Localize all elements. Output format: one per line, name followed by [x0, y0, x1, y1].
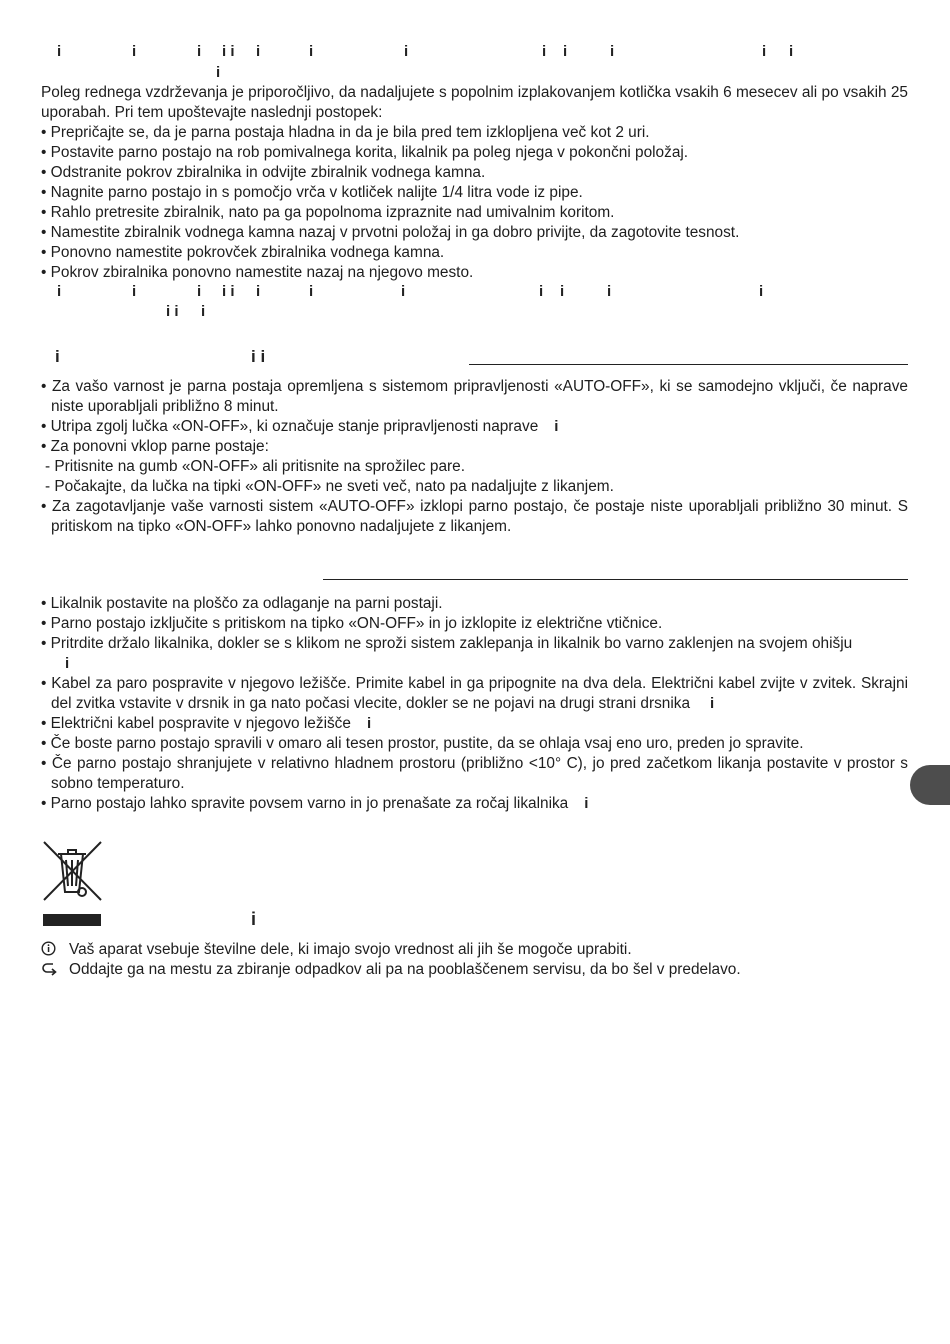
environment-heading-fragment: i: [251, 909, 257, 929]
list-item: • Za zagotavljanje vaše varnosti sistem «AUTO-OFF» izklopi parno postajo, če postaje niste uporabljali približno 30 minut. S pritiskom na tipko «ON-OFF» lahko ponovno nadaljujete z likanjem.: [41, 498, 908, 535]
footer-fragment: i: [201, 303, 206, 320]
crossed-bin-icon: [41, 840, 103, 928]
storage-list: [41, 594, 908, 814]
footer-fragment: i: [539, 283, 544, 300]
list-item: • Za ponovni vklop parne postaje:: [41, 438, 269, 455]
footer-fragment: i: [197, 283, 202, 300]
heading-fragment: i: [256, 43, 261, 60]
list-item: • Postavite parno postajo na rob pomivalnega korita, likalnik pa poleg njega v pokončni položaj.: [41, 144, 689, 161]
heading-fragment: i: [610, 43, 615, 60]
list-item-text: • Električni kabel pospravite v njegovo ležišče: [41, 715, 351, 732]
footer-fragment: i: [132, 283, 137, 300]
page-side-tab: [910, 765, 950, 805]
descale-steps: [41, 123, 908, 283]
list-item: • Namestite zbiralnik vodnega kamna nazaj v prvotni položaj in ga dobro privijte, da zagotovite tesnost.: [41, 224, 740, 241]
list-item: • Za vašo varnost je parna postaja opremljena s sistemom pripravljenosti «AUTO-OFF», ki se samodejno vključi, če naprave niste uporabljali približno 8 minut.: [41, 378, 908, 415]
list-item-text: • Pritrdite držalo likalnika, dokler se s klikom ne sproži sistem zaklepanja in likalnik bo varno zaklenjen na svojem ohišju: [41, 635, 853, 652]
list-item: • Odstranite pokrov zbiralnika in odvijte zbiralnik vodnega kamna.: [41, 164, 486, 181]
footer-fragment: i: [759, 283, 764, 300]
list-item: - Pritisnite na gumb «ON-OFF» ali pritisnite na sprožilec pare.: [45, 458, 465, 475]
heading-fragment: i: [216, 64, 221, 81]
list-item: [41, 417, 908, 437]
footer-fragment: i i: [166, 303, 179, 320]
recycle-arrow-icon: [41, 960, 69, 980]
list-item: • Nagnite parno postajo in s pomočjo vrča v kotliček nalijte 1/4 litra vode iz pipe.: [41, 184, 583, 201]
item-fragment: i: [366, 715, 372, 732]
footer-fragment: i: [309, 283, 314, 300]
list-item: • Prepričajte se, da je parna postaja hladna in da je bila pred tem izklopljena več kot 2 uri.: [41, 124, 650, 141]
autooff-list: [41, 377, 908, 537]
footer-fragment: i: [607, 283, 612, 300]
info-text: Vaš aparat vsebuje številne dele, ki imajo svojo vrednost ali jih še mogoče uprabiti.: [69, 941, 632, 958]
info-line: [41, 940, 632, 960]
list-item: • Parno postajo izključite s pritiskom na tipko «ON-OFF» in jo izklopite iz električne vtičnice.: [41, 615, 663, 632]
list-item: • Likalnik postavite na ploščo za odlaganje na parni postaji.: [41, 595, 443, 612]
recycle-text: Oddajte ga na mestu za zbiranje odpadkov ali pa na pooblaščenem servisu, da bo šel v predelavo.: [69, 961, 741, 978]
item-fragment: i: [710, 695, 715, 712]
footer-fragment: i: [401, 283, 406, 300]
list-item: [41, 634, 908, 674]
item-fragment: i: [554, 418, 559, 435]
list-item: • Ponovno namestite pokrovček zbiralnika vodnega kamna.: [41, 244, 445, 261]
autooff-heading-fragment: i: [55, 347, 60, 366]
list-item-text: • Kabel za paro pospravite v njegovo ležišče. Primite kabel in ga pripognite na dva dela. Električni kabel zvijte v zvitek. Skrajni del zvitka vstavite v drsnik in ga nato počasi vlecite, dokler se ne pojavi na drugi strani drsnika: [41, 675, 908, 712]
heading-fragment: i: [762, 43, 767, 60]
heading-fragment: i: [309, 43, 314, 60]
list-item: [41, 794, 908, 814]
heading-fragment: i: [542, 43, 547, 60]
list-item: [41, 674, 908, 714]
heading-fragment: i: [57, 43, 62, 60]
autooff-heading-fragment: i i: [251, 347, 266, 366]
footer-fragment: i i: [222, 283, 235, 300]
heading-fragment: i: [132, 43, 137, 60]
item-fragment: i: [584, 795, 589, 812]
heading-fragment: i: [197, 43, 202, 60]
list-item: [41, 714, 908, 734]
section-divider: [469, 364, 908, 365]
list-item: • Pokrov zbiralnika ponovno namestite nazaj na njegovo mesto.: [41, 264, 474, 281]
info-circle-icon: [41, 940, 69, 960]
list-item: • Če boste parno postajo spravili v omaro ali tesen prostor, pustite, da se ohlaja vsaj eno uro, preden jo spravite.: [41, 735, 804, 752]
descale-intro: Poleg rednega vzdrževanja je priporočljivo, da nadaljujete s popolnim izplakovanjem kotlička vsakih 6 mesecev ali po vsakih 25 uporabah. Pri tem upoštevajte naslednji postopek:: [41, 84, 908, 121]
recycle-line: [41, 960, 741, 980]
item-fragment: i: [65, 655, 70, 672]
list-item-text: • Utripa zgolj lučka «ON-OFF», ki označuje stanje pripravljenosti naprave: [41, 418, 539, 435]
heading-fragment: i: [789, 43, 794, 60]
list-item: • Če parno postajo shranjujete v relativno hladnem prostoru (približno <10° C), jo pred začetkom likanja postavite v prostor s sobno temperaturo.: [41, 755, 908, 792]
list-item-text: • Parno postajo lahko spravite povsem varno in jo prenašate za ročaj likalnika: [41, 795, 569, 812]
list-item: - Počakajte, da lučka na tipki «ON-OFF» ne sveti več, nato pa nadaljujte z likanjem.: [45, 478, 614, 495]
section-divider: [323, 579, 908, 580]
footer-fragment: i: [256, 283, 261, 300]
footer-fragment: i: [57, 283, 62, 300]
list-item: • Rahlo pretresite zbiralnik, nato pa ga popolnoma izpraznite nad umivalnim koritom.: [41, 204, 615, 221]
heading-fragment: i: [404, 43, 409, 60]
footer-fragment: i: [560, 283, 565, 300]
heading-fragment: i: [563, 43, 568, 60]
heading-fragment: i i: [222, 43, 235, 60]
